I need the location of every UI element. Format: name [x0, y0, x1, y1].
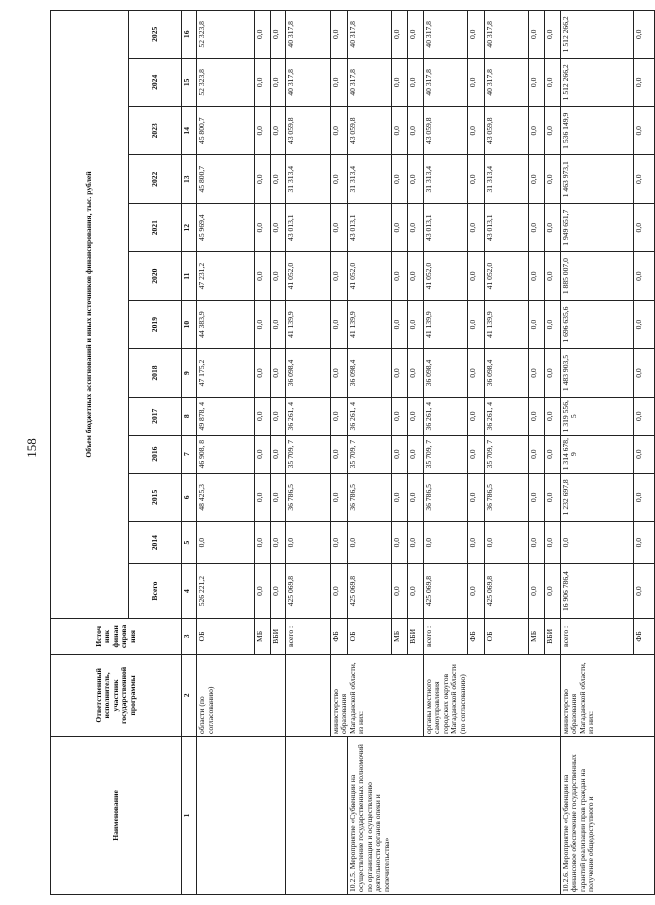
value-cell: 0,0 [254, 203, 270, 251]
value-cell: 43 013,1 [484, 203, 528, 251]
value-cell: 0,0 [467, 252, 484, 300]
column-number: 6 [181, 473, 197, 521]
value-cell: 0,0 [407, 522, 423, 564]
value-cell: 0,0 [529, 564, 545, 619]
value-cell: 0,0 [407, 349, 423, 397]
table-row [347, 11, 391, 895]
value-cell: 0,0 [467, 564, 484, 619]
value-cell: 40 317,8 [347, 58, 391, 106]
executor-blank [286, 654, 330, 736]
source-cell: всего : [423, 618, 467, 654]
name-measure-10-2-5: 10.2.5. Мероприятие «Субвенции на осуществление государственных полномочий по организации и осуществлению деятельности органов опеки и попечительства» [347, 736, 560, 894]
executor-region: области (по согласованию) [197, 654, 286, 736]
value-cell: 0,0 [545, 11, 561, 59]
value-cell: 0,0 [254, 522, 270, 564]
value-cell: 0,0 [254, 435, 270, 473]
table-row [286, 11, 330, 895]
value-cell: 40 317,8 [484, 11, 528, 59]
value-cell: 1 483 903,5 [560, 349, 633, 397]
header-year-2021: 2021 [129, 203, 181, 251]
value-cell: 0,0 [254, 107, 270, 155]
header-executor: Ответственный исполнитель, участник государственной программы [51, 654, 182, 736]
value-cell: 0,0 [407, 11, 423, 59]
source-cell: всего : [286, 618, 330, 654]
value-cell: 0,0 [407, 435, 423, 473]
value-cell: 0,0 [392, 397, 408, 435]
value-cell: 0,0 [633, 107, 654, 155]
value-cell: 0,0 [407, 473, 423, 521]
value-cell: 0,0 [545, 252, 561, 300]
value-cell: 0,0 [633, 203, 654, 251]
value-cell: 0,0 [633, 522, 654, 564]
value-cell: 0,0 [529, 58, 545, 106]
header-year-2018: 2018 [129, 349, 181, 397]
value-cell: 0,0 [254, 473, 270, 521]
header-row-1 [51, 11, 129, 895]
value-cell: 46 908, 8 [197, 435, 255, 473]
value-cell: 0,0 [633, 397, 654, 435]
value-cell: 0,0 [545, 522, 561, 564]
rotated-table-wrapper [50, 10, 655, 895]
value-cell: 0,0 [392, 473, 408, 521]
value-cell: 0,0 [633, 155, 654, 203]
value-cell: 36 261, 4 [484, 397, 528, 435]
value-cell: 0,0 [392, 435, 408, 473]
source-cell: ОБ [197, 618, 255, 654]
value-cell: 0,0 [545, 397, 561, 435]
value-cell: 0,0 [529, 107, 545, 155]
value-cell: 425 069,8 [347, 564, 391, 619]
executor-local-authorities: органы местного самоуправления городских округов Магаданской области (по согласованию) [423, 654, 560, 736]
value-cell: 45 969,4 [197, 203, 255, 251]
column-number: 14 [181, 107, 197, 155]
value-cell: 0,0 [330, 435, 347, 473]
value-cell: 0,0 [254, 300, 270, 348]
value-cell: 0,0 [392, 11, 408, 59]
column-number: 7 [181, 435, 197, 473]
value-cell: 44 383,9 [197, 300, 255, 348]
value-cell: 0,0 [270, 522, 286, 564]
header-name: Наименование [51, 736, 182, 894]
executor-ministry: министерство образования Магаданской области, из них: [330, 654, 423, 736]
header-total: Всего [129, 564, 181, 619]
source-cell: ВБИ [270, 618, 286, 654]
value-cell: 0,0 [407, 564, 423, 619]
value-cell: 48 425,3 [197, 473, 255, 521]
column-number: 13 [181, 155, 197, 203]
value-cell: 0,0 [270, 349, 286, 397]
header-year-2017: 2017 [129, 397, 181, 435]
value-cell: 0,0 [270, 11, 286, 59]
value-cell: 0,0 [197, 522, 255, 564]
value-cell: 36 261, 4 [286, 397, 330, 435]
header-year-2014: 2014 [129, 522, 181, 564]
value-cell: 0,0 [254, 397, 270, 435]
value-cell: 0,0 [407, 155, 423, 203]
value-cell: 0,0 [529, 349, 545, 397]
value-cell: 0,0 [270, 107, 286, 155]
value-cell: 41 052,0 [286, 252, 330, 300]
value-cell: 0,0 [529, 11, 545, 59]
value-cell: 36 098,4 [423, 349, 467, 397]
value-cell: 0,0 [254, 58, 270, 106]
value-cell: 0,0 [467, 473, 484, 521]
value-cell: 43 059,8 [347, 107, 391, 155]
value-cell: 0,0 [545, 203, 561, 251]
value-cell: 0,0 [270, 473, 286, 521]
value-cell: 36 786,5 [347, 473, 391, 521]
value-cell: 0,0 [286, 522, 330, 564]
value-cell: 0,0 [467, 349, 484, 397]
value-cell: 0,0 [467, 435, 484, 473]
column-number: 16 [181, 11, 197, 59]
value-cell: 0,0 [484, 522, 528, 564]
value-cell: 47 175,2 [197, 349, 255, 397]
value-cell: 0,0 [467, 300, 484, 348]
header-year-2024: 2024 [129, 58, 181, 106]
value-cell: 0,0 [270, 155, 286, 203]
source-cell: ОБ [484, 618, 528, 654]
name-blank-1025-top [286, 736, 347, 894]
value-cell: 0,0 [545, 564, 561, 619]
value-cell: 0,0 [392, 252, 408, 300]
header-year-2022: 2022 [129, 155, 181, 203]
column-number: 5 [181, 522, 197, 564]
value-cell: 1 232 697,8 [560, 473, 633, 521]
value-cell: 0,0 [633, 473, 654, 521]
value-cell: 0,0 [254, 11, 270, 59]
value-cell: 1 949 651,7 [560, 203, 633, 251]
value-cell: 43 059,8 [423, 107, 467, 155]
value-cell: 0,0 [545, 107, 561, 155]
value-cell: 41 052,0 [484, 252, 528, 300]
value-cell: 36 098,4 [347, 349, 391, 397]
source-cell: ФБ [633, 618, 654, 654]
header-year-2025: 2025 [129, 11, 181, 59]
value-cell: 0,0 [467, 58, 484, 106]
value-cell: 40 317,8 [423, 11, 467, 59]
value-cell: 0,0 [529, 300, 545, 348]
value-cell: 1 463 973,1 [560, 155, 633, 203]
value-cell: 0,0 [347, 522, 391, 564]
value-cell: 36 786,5 [286, 473, 330, 521]
value-cell: 49 878, 4 [197, 397, 255, 435]
value-cell: 0,0 [633, 58, 654, 106]
value-cell: 0,0 [392, 300, 408, 348]
value-cell: 0,0 [270, 397, 286, 435]
source-cell: ВБИ [545, 618, 561, 654]
value-cell: 31 313,4 [286, 155, 330, 203]
column-number: 1 [181, 736, 197, 894]
value-cell: 0,0 [270, 203, 286, 251]
source-cell: МБ [392, 618, 408, 654]
source-cell: ОБ [347, 618, 391, 654]
value-cell: 0,0 [254, 155, 270, 203]
value-cell: 40 317,8 [484, 58, 528, 106]
value-cell: 0,0 [467, 11, 484, 59]
value-cell: 0,0 [545, 349, 561, 397]
column-number: 4 [181, 564, 197, 619]
header-source: Источ ник финан сирова ния [51, 618, 182, 654]
value-cell: 40 317,8 [347, 11, 391, 59]
column-number: 15 [181, 58, 197, 106]
value-cell: 0,0 [330, 300, 347, 348]
value-cell: 41 139,9 [286, 300, 330, 348]
value-cell: 31 313,4 [423, 155, 467, 203]
value-cell: 45 800,7 [197, 155, 255, 203]
value-cell: 0,0 [270, 300, 286, 348]
value-cell: 0,0 [330, 564, 347, 619]
value-cell: 36 261, 4 [423, 397, 467, 435]
value-cell: 0,0 [545, 58, 561, 106]
value-cell: 0,0 [633, 435, 654, 473]
value-cell: 0,0 [423, 522, 467, 564]
value-cell: 1 512 266,2 [560, 11, 633, 59]
value-cell: 47 231,2 [197, 252, 255, 300]
value-cell: 1 512 266,2 [560, 58, 633, 106]
value-cell: 0,0 [560, 522, 633, 564]
value-cell: 0,0 [529, 473, 545, 521]
value-cell: 0,0 [633, 252, 654, 300]
value-cell: 0,0 [407, 107, 423, 155]
source-cell: ФБ [330, 618, 347, 654]
value-cell: 0,0 [330, 473, 347, 521]
name-blank-top [197, 736, 286, 894]
value-cell: 36 786,5 [484, 473, 528, 521]
value-cell: 0,0 [392, 155, 408, 203]
value-cell: 0,0 [330, 107, 347, 155]
value-cell: 1 536 149,9 [560, 107, 633, 155]
value-cell: 0,0 [529, 435, 545, 473]
value-cell: 0,0 [330, 203, 347, 251]
source-cell: МБ [529, 618, 545, 654]
financing-table [50, 10, 655, 895]
value-cell: 1 696 635,6 [560, 300, 633, 348]
value-cell: 0,0 [467, 155, 484, 203]
value-cell: 0,0 [330, 522, 347, 564]
value-cell: 0,0 [407, 203, 423, 251]
source-cell: МБ [254, 618, 270, 654]
value-cell: 0,0 [467, 522, 484, 564]
value-cell: 36 786,5 [423, 473, 467, 521]
value-cell: 425 069,8 [484, 564, 528, 619]
value-cell: 36 261, 4 [347, 397, 391, 435]
value-cell: 35 709, 7 [347, 435, 391, 473]
value-cell: 41 052,0 [347, 252, 391, 300]
value-cell: 41 139,9 [423, 300, 467, 348]
value-cell: 0,0 [467, 107, 484, 155]
value-cell: 0,0 [330, 155, 347, 203]
value-cell: 36 098,4 [484, 349, 528, 397]
value-cell: 0,0 [407, 397, 423, 435]
value-cell: 0,0 [633, 11, 654, 59]
value-cell: 16 906 786,4 [560, 564, 633, 619]
value-cell: 0,0 [270, 58, 286, 106]
header-year-2023: 2023 [129, 107, 181, 155]
value-cell: 0,0 [545, 473, 561, 521]
value-cell: 1 319 556, 5 [560, 397, 633, 435]
value-cell: 45 800,7 [197, 107, 255, 155]
value-cell: 0,0 [407, 252, 423, 300]
column-number: 10 [181, 300, 197, 348]
value-cell: 36 098,4 [286, 349, 330, 397]
source-cell: всего : [560, 618, 633, 654]
value-cell: 0,0 [392, 203, 408, 251]
value-cell: 0,0 [467, 203, 484, 251]
value-cell: 526 221,2 [197, 564, 255, 619]
value-cell: 0,0 [254, 252, 270, 300]
column-number: 2 [181, 654, 197, 736]
value-cell: 0,0 [392, 564, 408, 619]
value-cell: 0,0 [407, 300, 423, 348]
name-measure-10-2-6: 10.2.6. Мероприятие «Субвенции на финансовое обеспечение государственных гарантий реализации прав граждан на получение общедоступного и [560, 736, 654, 894]
value-cell: 41 139,9 [347, 300, 391, 348]
value-cell: 0,0 [545, 300, 561, 348]
column-number: 3 [181, 618, 197, 654]
value-cell: 40 317,8 [423, 58, 467, 106]
value-cell: 0,0 [254, 349, 270, 397]
value-cell: 0,0 [330, 58, 347, 106]
value-cell: 0,0 [545, 155, 561, 203]
value-cell: 0,0 [330, 11, 347, 59]
page-number: 158 [24, 438, 39, 458]
value-cell: 0,0 [392, 58, 408, 106]
value-cell: 0,0 [529, 252, 545, 300]
header-year-2020: 2020 [129, 252, 181, 300]
value-cell: 0,0 [407, 58, 423, 106]
value-cell: 52 323,8 [197, 58, 255, 106]
value-cell: 40 317,8 [286, 58, 330, 106]
value-cell: 0,0 [392, 107, 408, 155]
value-cell: 41 139,9 [484, 300, 528, 348]
column-number: 12 [181, 203, 197, 251]
source-cell: ФБ [467, 618, 484, 654]
value-cell: 0,0 [529, 522, 545, 564]
value-cell: 0,0 [529, 203, 545, 251]
header-year-2015: 2015 [129, 473, 181, 521]
value-cell: 31 313,4 [347, 155, 391, 203]
value-cell: 0,0 [392, 522, 408, 564]
header-row-numbers [181, 11, 197, 895]
value-cell: 43 059,8 [286, 107, 330, 155]
value-cell: 52 323,8 [197, 11, 255, 59]
value-cell: 41 052,0 [423, 252, 467, 300]
value-cell: 31 313,4 [484, 155, 528, 203]
value-cell: 0,0 [330, 349, 347, 397]
value-cell: 0,0 [633, 349, 654, 397]
value-cell: 43 059,8 [484, 107, 528, 155]
column-number: 9 [181, 349, 197, 397]
column-number: 8 [181, 397, 197, 435]
column-number: 11 [181, 252, 197, 300]
value-cell: 0,0 [467, 397, 484, 435]
source-cell: ВБИ [407, 618, 423, 654]
header-year-2019: 2019 [129, 300, 181, 348]
value-cell: 40 317,8 [286, 11, 330, 59]
value-cell: 43 013,1 [347, 203, 391, 251]
value-cell: 425 069,8 [286, 564, 330, 619]
value-cell: 35 709, 7 [484, 435, 528, 473]
value-cell: 425 069,8 [423, 564, 467, 619]
value-cell: 1 314 678, 9 [560, 435, 633, 473]
value-cell: 0,0 [545, 435, 561, 473]
value-cell: 35 709, 7 [286, 435, 330, 473]
value-cell: 0,0 [330, 397, 347, 435]
table-row [560, 11, 633, 895]
table-row [197, 11, 255, 895]
value-cell: 0,0 [529, 155, 545, 203]
executor-ministry-2: министерство образования Магаданской области, из них: [560, 654, 654, 736]
value-cell: 0,0 [330, 252, 347, 300]
value-cell: 0,0 [254, 564, 270, 619]
value-cell: 0,0 [529, 397, 545, 435]
value-cell: 0,0 [270, 435, 286, 473]
value-cell: 0,0 [270, 252, 286, 300]
value-cell: 43 013,1 [286, 203, 330, 251]
value-cell: 0,0 [392, 349, 408, 397]
value-cell: 43 013,1 [423, 203, 467, 251]
header-year-2016: 2016 [129, 435, 181, 473]
value-cell: 1 885 007,0 [560, 252, 633, 300]
value-cell: 0,0 [633, 300, 654, 348]
header-volume-title: Объем бюджетных ассигнований и иных источников финансирования, тыс. рублей [51, 11, 129, 619]
value-cell: 0,0 [270, 564, 286, 619]
value-cell: 35 709, 7 [423, 435, 467, 473]
value-cell: 0,0 [633, 564, 654, 619]
